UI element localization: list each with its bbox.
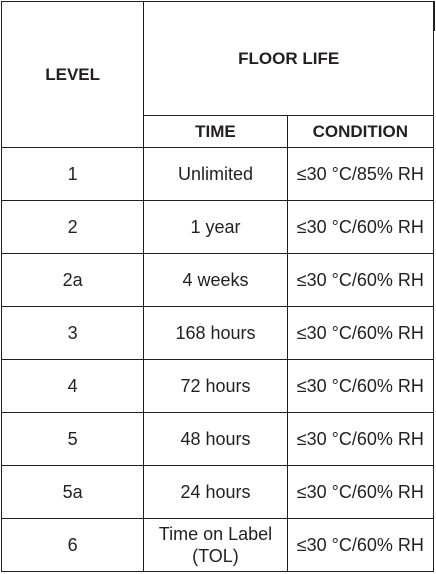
level-cell: 2 (2, 201, 144, 254)
table-edge-divider (434, 1, 435, 31)
table-row (2, 360, 434, 413)
time-cell: 48 hours (144, 413, 287, 466)
time-cell: 1 year (144, 201, 287, 254)
header-floor-life: FLOOR LIFE (144, 2, 434, 116)
condition-cell: ≤30 °C/60% RH (287, 466, 433, 519)
table-row (2, 519, 434, 572)
header-time: TIME (144, 116, 287, 148)
time-cell: 168 hours (144, 307, 287, 360)
condition-cell: ≤30 °C/60% RH (287, 413, 433, 466)
table-row (2, 148, 434, 201)
level-cell: 5 (2, 413, 144, 466)
level-cell: 5a (2, 466, 144, 519)
condition-cell: ≤30 °C/85% RH (287, 148, 433, 201)
table-row (2, 254, 434, 307)
table-row (2, 413, 434, 466)
level-cell: 1 (2, 148, 144, 201)
time-cell: 24 hours (144, 466, 287, 519)
header-level: LEVEL (2, 2, 144, 148)
floor-life-table (1, 1, 434, 572)
level-cell: 6 (2, 519, 144, 572)
condition-cell: ≤30 °C/60% RH (287, 360, 433, 413)
time-cell: 72 hours (144, 360, 287, 413)
level-cell: 2a (2, 254, 144, 307)
time-cell: Time on Label (TOL) (144, 519, 287, 572)
condition-cell: ≤30 °C/60% RH (287, 201, 433, 254)
table-row (2, 307, 434, 360)
time-cell: 4 weeks (144, 254, 287, 307)
header-condition: CONDITION (287, 116, 433, 148)
time-cell: Unlimited (144, 148, 287, 201)
condition-cell: ≤30 °C/60% RH (287, 519, 433, 572)
condition-cell: ≤30 °C/60% RH (287, 254, 433, 307)
condition-cell: ≤30 °C/60% RH (287, 307, 433, 360)
level-cell: 3 (2, 307, 144, 360)
level-cell: 4 (2, 360, 144, 413)
table-row (2, 201, 434, 254)
table-row (2, 466, 434, 519)
